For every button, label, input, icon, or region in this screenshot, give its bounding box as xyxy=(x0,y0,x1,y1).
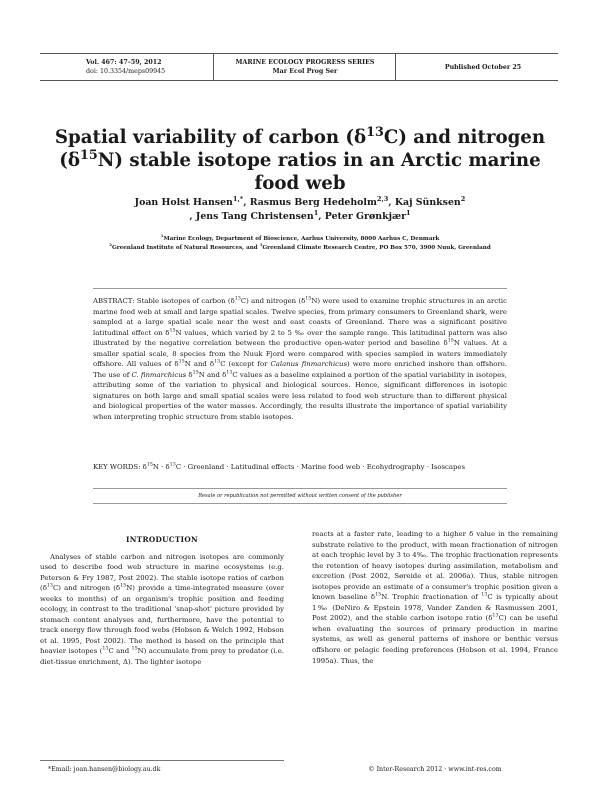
affiliation-1: $^1$Marine Ecology, Department of Bioscience, Aarhus University, 8000 Aarhus C, Denmark xyxy=(160,233,440,242)
header-rule-bottom xyxy=(40,80,558,81)
abstract: ABSTRACT: Stable isotopes of carbon $(\delta^{13}C)$ and nitrogen $(\delta^{15}N)$ were used to examine trophic structures in an arctic marine food web at small and large spatial scales. Twelve species, from primary consumers to Greenland shark, were sampled at a large spatial scale near the west and east coasts of Greenland. There was a significant positive latitudinal effect on $\delta^{15}N$ values, which varied by 2 to 5 ‰ over the sample range. This latitudinal pattern was also illustrated by the negative correlation between the productive open-water period and baseline $\delta^{15}N$ values. At a smaller spatial scale, 8 species from the Nuuk Fjord were compared with species sampled in waters immediately offshore. All values of $\delta^{15}N$ and $\delta^{13}C$ (except for Calanus finmarchicus) were more enriched inshore than offshore. The use of C. finmarchicus $\delta^{15}N$ and $\delta^{13}C$ values as a baseline explained a portion of the spatial variability in isotopes, attributing some of the variation to physical and biological sources. Hence, significant differences in isotopic signatures on both large and small spatial scales were less related to food web structure than to different physical and biological properties of the water masses. Accordingly, the results illustrate the importance of spatial variability when interpreting trophic structure from stable isotopes. xyxy=(93,296,508,422)
footnote-rule xyxy=(40,760,284,761)
header-divider-1 xyxy=(213,53,214,81)
resale-rule xyxy=(93,488,507,489)
body-column-left xyxy=(40,535,284,668)
copyright-notice: © Inter-Research 2012 · www.int-res.com xyxy=(368,766,502,773)
body-column-right xyxy=(312,529,558,666)
corresponding-email[interactable]: *Email: joan.hansen@biology.au.dk xyxy=(48,766,161,773)
published-date: Published October 25 xyxy=(444,64,522,71)
journal-abbrev: Mar Ecol Prog Ser xyxy=(272,68,338,75)
affiliations xyxy=(60,235,540,252)
keywords: KEY WORDS: $\delta^{15}N \cdot \delta^{13}C$ · Greenland · Latitudinal effects · Marine food web · Ecohydrography · Isoscapes xyxy=(93,462,466,471)
intro-paragraph-1: Analyses of stable carbon and nitrogen isotopes are commonly used to describe food web structure in marine ecosystems (e.g. Peterson & Fry 1987, Post 2002). The stable isotope ratios of carbon $(\delta^{13}C)$ and nitrogen $(\delta^{15}N)$ provide a time-integrated measure (over weeks to months) of an organism's trophic position and feeding ecology, in contrast to the traditional 'snap-shot' picture provided by stomach content analyses and, furthermore, have the potential to track energy flow through food webs (Hobson & Welch 1992, Hobson et al. 1995, Post 2002). The method is based on the principle that heavier isotopes ($^{13}$C and $^{15}$N) accumulate from prey to predator (i.e. diet-tissue enrichment, Δ). The lighter isotope xyxy=(40,552,284,667)
resale-notice: Resale or republication not permitted without written consent of the publisher xyxy=(198,493,402,499)
journal-header-left xyxy=(86,58,165,76)
intro-paragraph-continued: reacts at a faster rate, leading to a higher δ value in the remaining substrate relative to the product, with mean fractionation of nitrogen at each trophic level by 3 to 4‰. The trophic fractionation represents the retention of heavy isotopes during assimilation, metabolism and excretion (Post 2002, Søreide et al. 2006a). Thus, stable nitrogen isotopes provide an estimate of a consumer's trophic position given a known baseline $\delta^{15}N$. Trophic fractionation of $^{13}$C is typically about 1‰ (DeNiro & Epstein 1978, Vander Zanden & Rasmussen 2001, Post 2002), and the stable carbon isotope ratio $(\delta^{13}C)$ can be useful when evaluating the sources of primary production in marine systems, as well as general patterns of inshore or benthic versus offshore or pelagic feeding preferences (Hobson et al. 1994, France 1995a). Thus, the xyxy=(312,530,559,665)
article-title: Spatial variability of carbon $(\delta^{13}C)$ and nitrogen $(\delta^{15}N)$ stable isotope ratios in an Arctic marine food web xyxy=(54,124,546,194)
doi[interactable]: doi: 10.3354/meps09945 xyxy=(86,68,166,75)
volume-info: Vol. 467: 47–59, 2012 xyxy=(86,59,162,66)
section-heading-introduction: INTRODUCTION xyxy=(126,535,198,544)
header-divider-2 xyxy=(395,53,396,81)
affiliation-2: $^2$Greenland Institute of Natural Resources, and $^3$Greenland Climate Research Centre, PO Box 570, 3900 Nuuk, Greenland xyxy=(109,241,491,251)
abstract-rule xyxy=(93,288,507,289)
author-list: Joan Holst Hansen$^{1,*}$, Rasmus Berg Hedeholm$^{2,3}$, Kaj Sünksen$^2$ , Jens Tang Christensen$^1$, Peter Grønkjær$^1$ xyxy=(134,194,466,222)
resale-rule-bottom xyxy=(93,503,507,504)
journal-header-center xyxy=(225,58,385,76)
header-rule-top xyxy=(40,53,558,54)
journal-name: MARINE ECOLOGY PROGRESS SERIES xyxy=(235,59,375,66)
